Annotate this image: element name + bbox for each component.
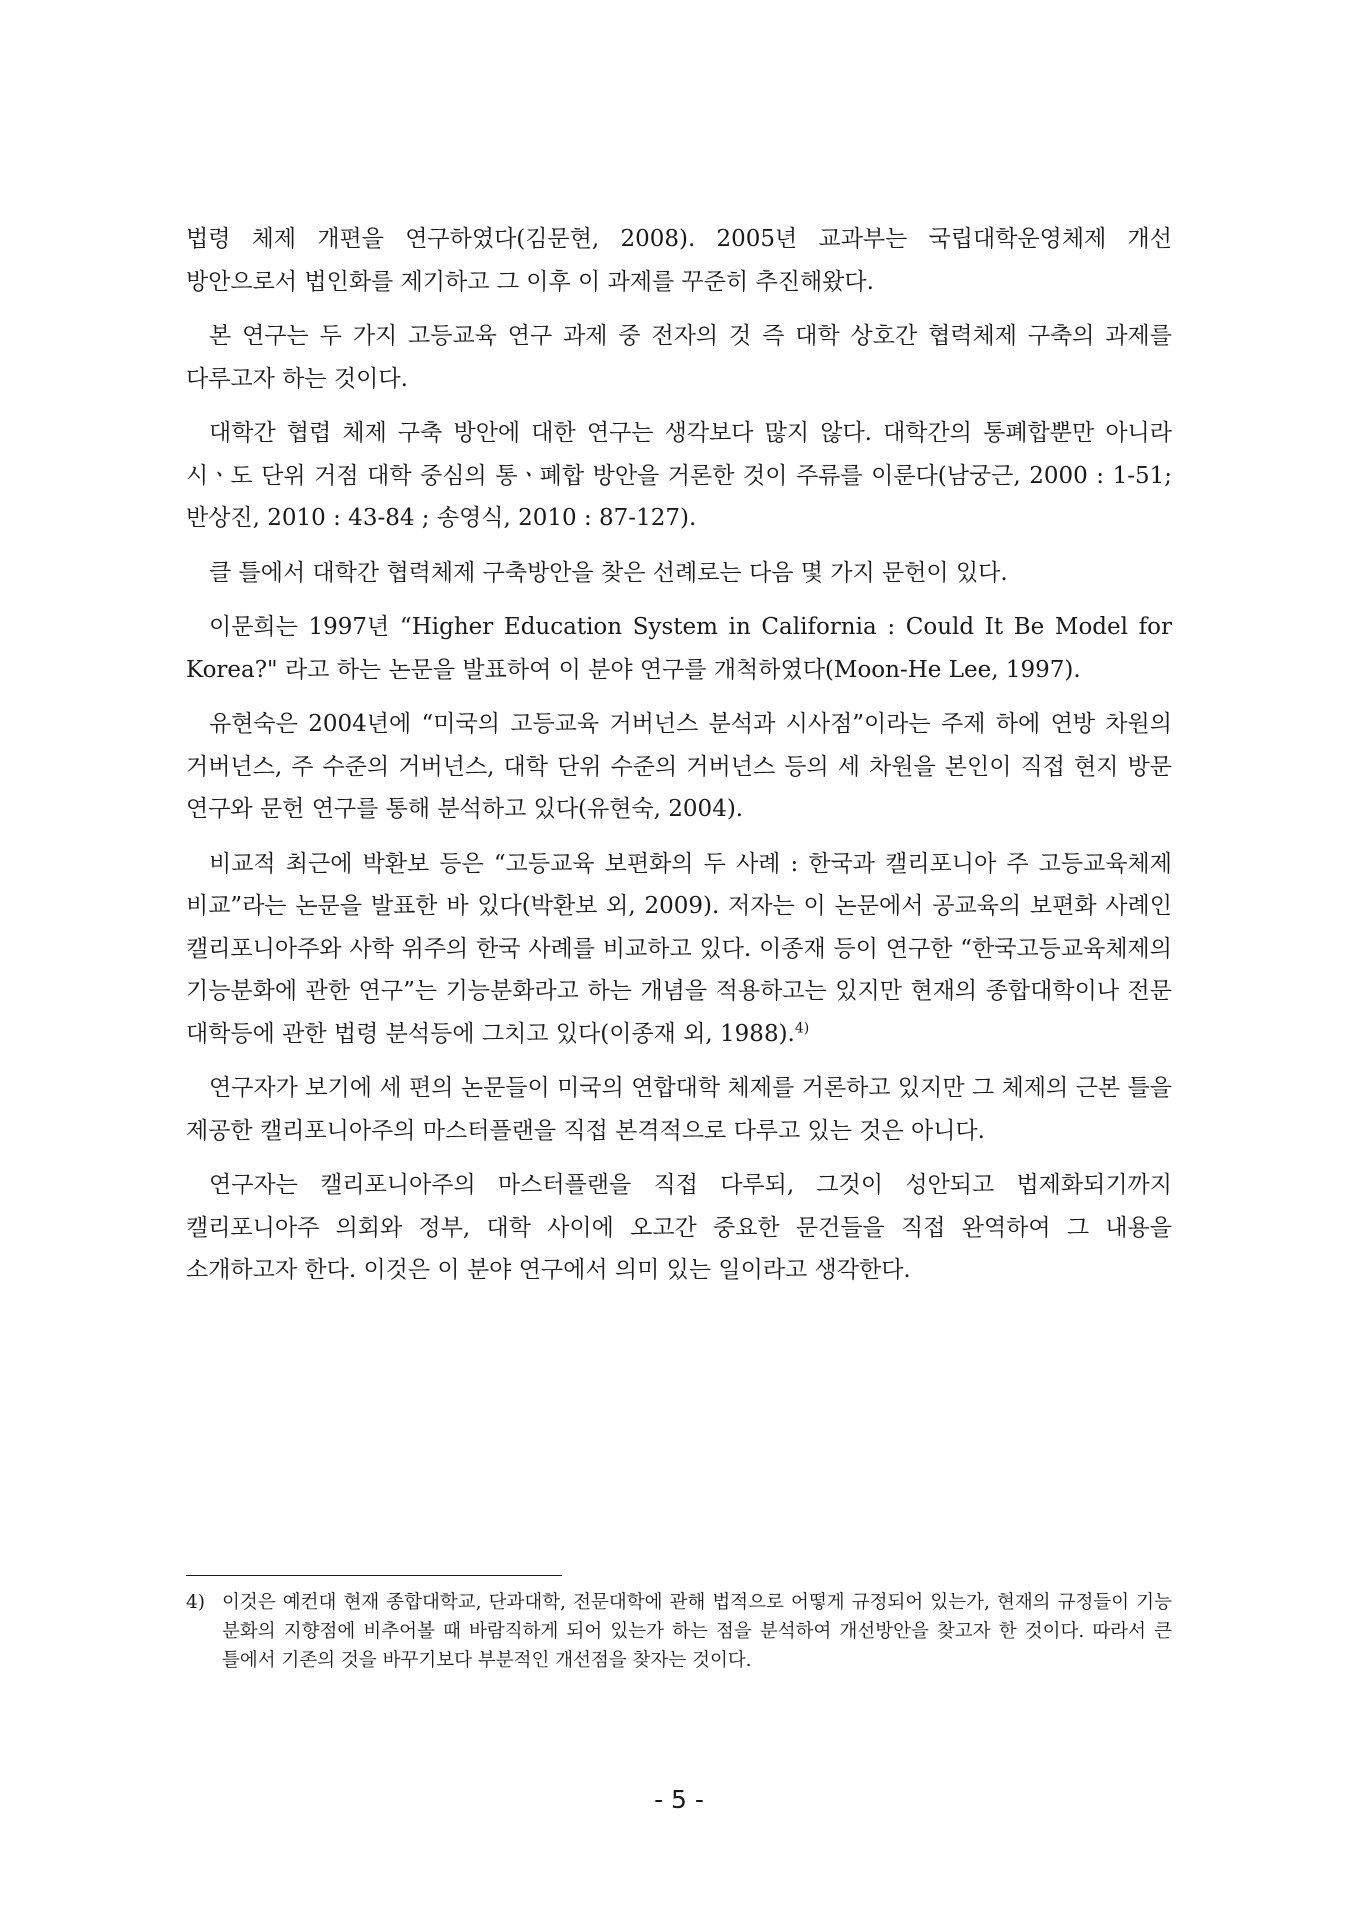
paragraph: 클 틀에서 대학간 협력체제 구축방안을 찾은 선례로는 다음 몇 가지 문헌이 있다. <box>209 559 1008 586</box>
paragraph: 연구자는 캘리포니아주의 마스터플랜을 직접 다루되, 그것이 성안되고 법제화되기까지 캘리포니아주 의회와 정부, 대학 사이에 오고간 중요한 문건들을 직접 완역하여 그 내용을 소개하고자 한다. 이것은 이 분야 연구에서 의미 있는 일이라고 생각한다. <box>186 1172 1172 1283</box>
footnote-text: 이것은 예컨대 현재 종합대학교, 단과대학, 전문대학에 관해 법적으로 어떻게 규정되어 있는가, 현재의 규정들이 기능 분화의 지향점에 비추어볼 때 바람직하게 되어 있는가 하는 점을 분석하여 개선방안을 찾고자 한 것이다. 따라서 큰 틀에서 기존의 것을 바꾸기보다 부분적인 개선점을 찾자는 것이다. <box>222 1592 1173 1671</box>
page-number: - 5 - <box>654 1785 704 1814</box>
footnote-divider <box>186 1575 562 1576</box>
footnote-reference: 4) <box>794 1019 810 1036</box>
paragraph: 이문희는 1997년 “Higher Education System in California : Could It Be Model for Korea?" 라고 하는 논문을 발표하여 이 분야 연구를 개척하였다(Moon-He Lee, 1997). <box>186 614 1172 683</box>
body-text <box>186 218 1172 1304</box>
paragraph-continued: 법령 체제 개편을 연구하였다(김문현, 2008). 2005년 교과부는 국립대학운영체제 개선 방안으로서 법인화를 제기하고 그 이후 이 과제를 꾸준히 추진해왔다. <box>186 226 1172 295</box>
paragraph: 본 연구는 두 가지 고등교육 연구 과제 중 전자의 것 즉 대학 상호간 협력체제 구축의 과제를 다루고자 하는 것이다. <box>186 323 1172 392</box>
paragraph: 대학간 협렵 체제 구축 방안에 대한 연구는 생각보다 많지 않다. 대학간의 통폐합뿐만 아니라 시ㆍ도 단위 거점 대학 중심의 통ㆍ폐합 방안을 거론한 것이 주류를 이룬다(남궁근, 2000 : 1-51; 반상진, 2010 : 43-84 ; 송영식, 2010 : 87-127). <box>186 420 1172 531</box>
footnotes <box>186 1588 1172 1675</box>
footnote <box>186 1588 1172 1675</box>
paragraph-with-footnote <box>186 843 1172 1056</box>
paragraph: 유현숙은 2004년에 “미국의 고등교육 거버넌스 분석과 시사점”이라는 주제 하에 연방 차원의 거버넌스, 주 수준의 거버넌스, 대학 단위 수준의 거버넌스 등의 세 차원을 본인이 직접 현지 방문 연구와 문헌 연구를 통해 분석하고 있다(유현숙, 2004). <box>186 711 1172 822</box>
footnote-number: 4) <box>186 1592 205 1613</box>
paragraph-text: 비교적 최근에 박환보 등은 “고등교육 보편화의 두 사례 : 한국과 캘리포니아 주 고등교육체제 비교”라는 논문을 발표한 바 있다(박환보 외, 2009). 저자는 이 논문에서 공교육의 보편화 사례인 캘리포니아주와 사학 위주의 한국 사례를 비교하고 있다. 이종재 등이 연구한 “한국고등교육체제의 기능분화에 관한 연구”는 기능분화라고 하는 개념을 적용하고는 있지만 현재의 종합대학이나 전문 대학등에 관한 법령 분석등에 그치고 있다(이종재 외, 1988). <box>186 850 1172 1047</box>
paragraph: 연구자가 보기에 세 편의 논문들이 미국의 연합대학 체제를 거론하고 있지만 그 체제의 근본 틀을 제공한 캘리포니아주의 마스터플랜을 직접 본격적으로 다루고 있는 것은 아니다. <box>186 1075 1172 1144</box>
